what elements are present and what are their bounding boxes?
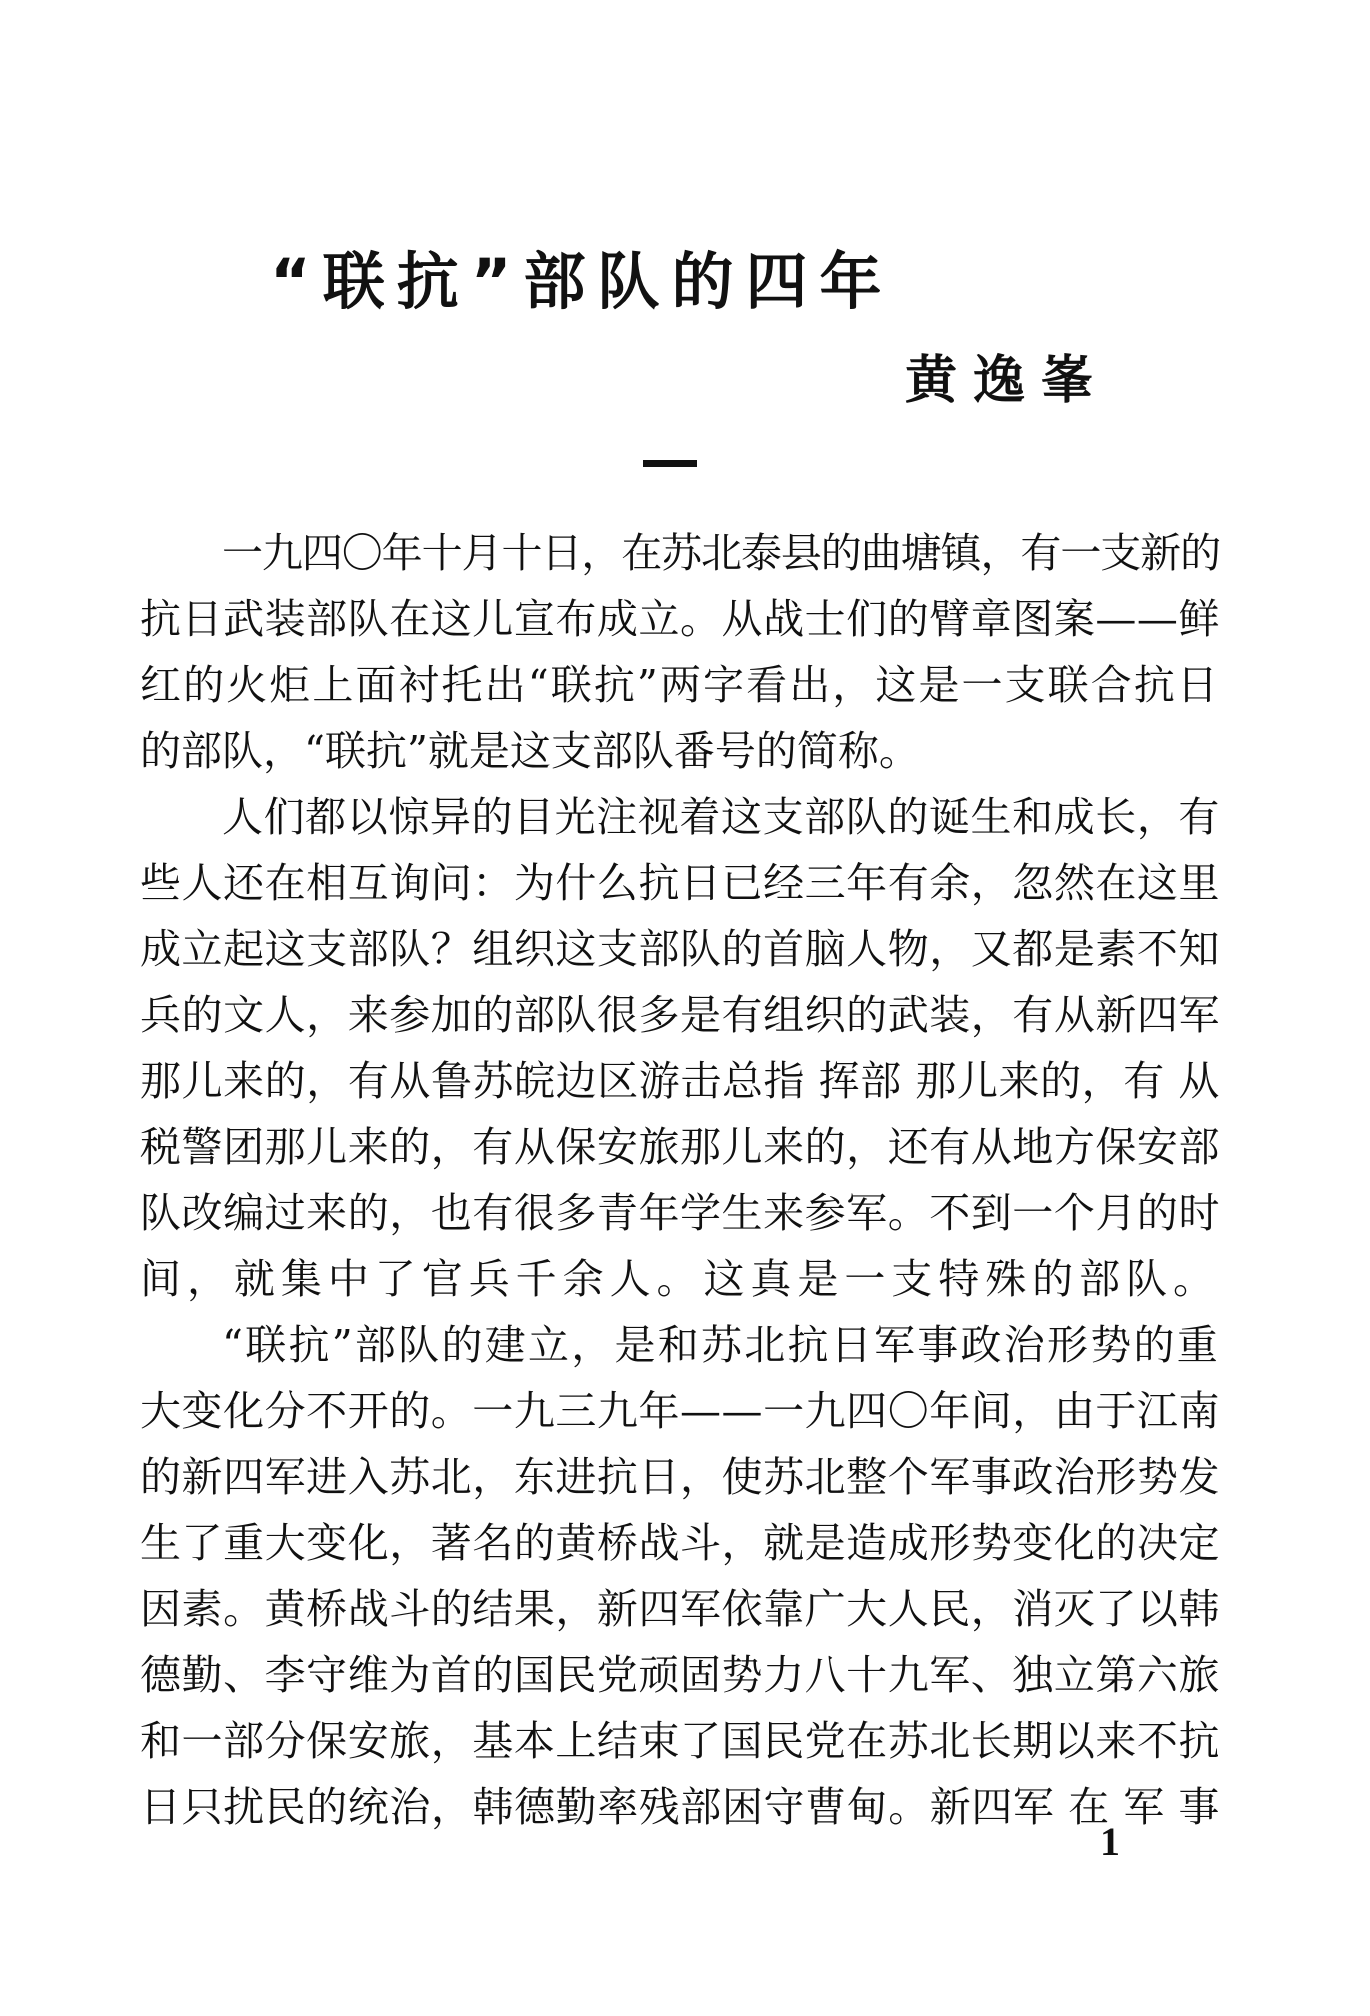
text-line: 的部队，“联抗”就是这支部队番号的简称。 <box>140 727 920 775</box>
text-line: 的新四军进入苏北，东进抗日，使苏北整个军事政治形势发 <box>140 1453 1220 1501</box>
text-line: “联抗”部队的建立，是和苏北抗日军事政治形势的重 <box>222 1321 1220 1369</box>
author-name: 黄逸峯 <box>905 351 1110 411</box>
text-line: 大变化分不开的。一九三九年——一九四〇年间，由于江南 <box>140 1387 1220 1435</box>
text-line: 成立起这支部队？组织这支部队的首脑人物，又都是素不知 <box>140 925 1220 973</box>
text-line: 因素。黄桥战斗的结果，新四军依靠广大人民，消灭了以韩 <box>140 1585 1220 1633</box>
section-number <box>643 460 697 467</box>
text-line: 抗日武装部队在这儿宣布成立。从战士们的臂章图案——鲜 <box>140 595 1220 643</box>
text-line: 一九四〇年十月十日，在苏北泰县的曲塘镇，有一支新的 <box>222 529 1220 577</box>
text-line: 红的火炬上面衬托出“联抗”两字看出，这是一支联合抗日 <box>140 661 1220 709</box>
text-line: 些人还在相互询问：为什么抗日已经三年有余，忽然在这里 <box>140 859 1220 907</box>
text-line: 德勤、李守维为首的国民党顽固势力八十九军、独立第六旅 <box>140 1651 1220 1699</box>
text-line: 生了重大变化，著名的黄桥战斗，就是造成形势变化的决定 <box>140 1519 1220 1567</box>
text-line: 队改编过来的，也有很多青年学生来参军。不到一个月的时 <box>140 1189 1220 1237</box>
text-line: 人们都以惊异的目光注视着这支部队的诞生和成长，有 <box>222 793 1220 841</box>
text-line: 税警团那儿来的，有从保安旅那儿来的，还有从地方保安部 <box>140 1123 1220 1171</box>
text-line: 兵的文人，来参加的部队很多是有组织的武装，有从新四军 <box>140 991 1220 1039</box>
article-title: “联抗”部队的四年 <box>270 245 894 318</box>
text-line: 日只扰民的统治，韩德勤率残部困守曹甸。新四军 在 军 事 <box>140 1783 1220 1831</box>
text-line: 那儿来的，有从鲁苏皖边区游击总指 挥部 那儿来的，有 从 <box>140 1057 1220 1105</box>
text-line: 和一部分保安旅，基本上结束了国民党在苏北长期以来不抗 <box>140 1717 1220 1765</box>
page-number: 1 <box>1100 1819 1120 1864</box>
text-line: 间，就集中了官兵千余人。这真是一支特殊的部队。 <box>140 1255 1220 1303</box>
body-text <box>140 520 1220 1840</box>
